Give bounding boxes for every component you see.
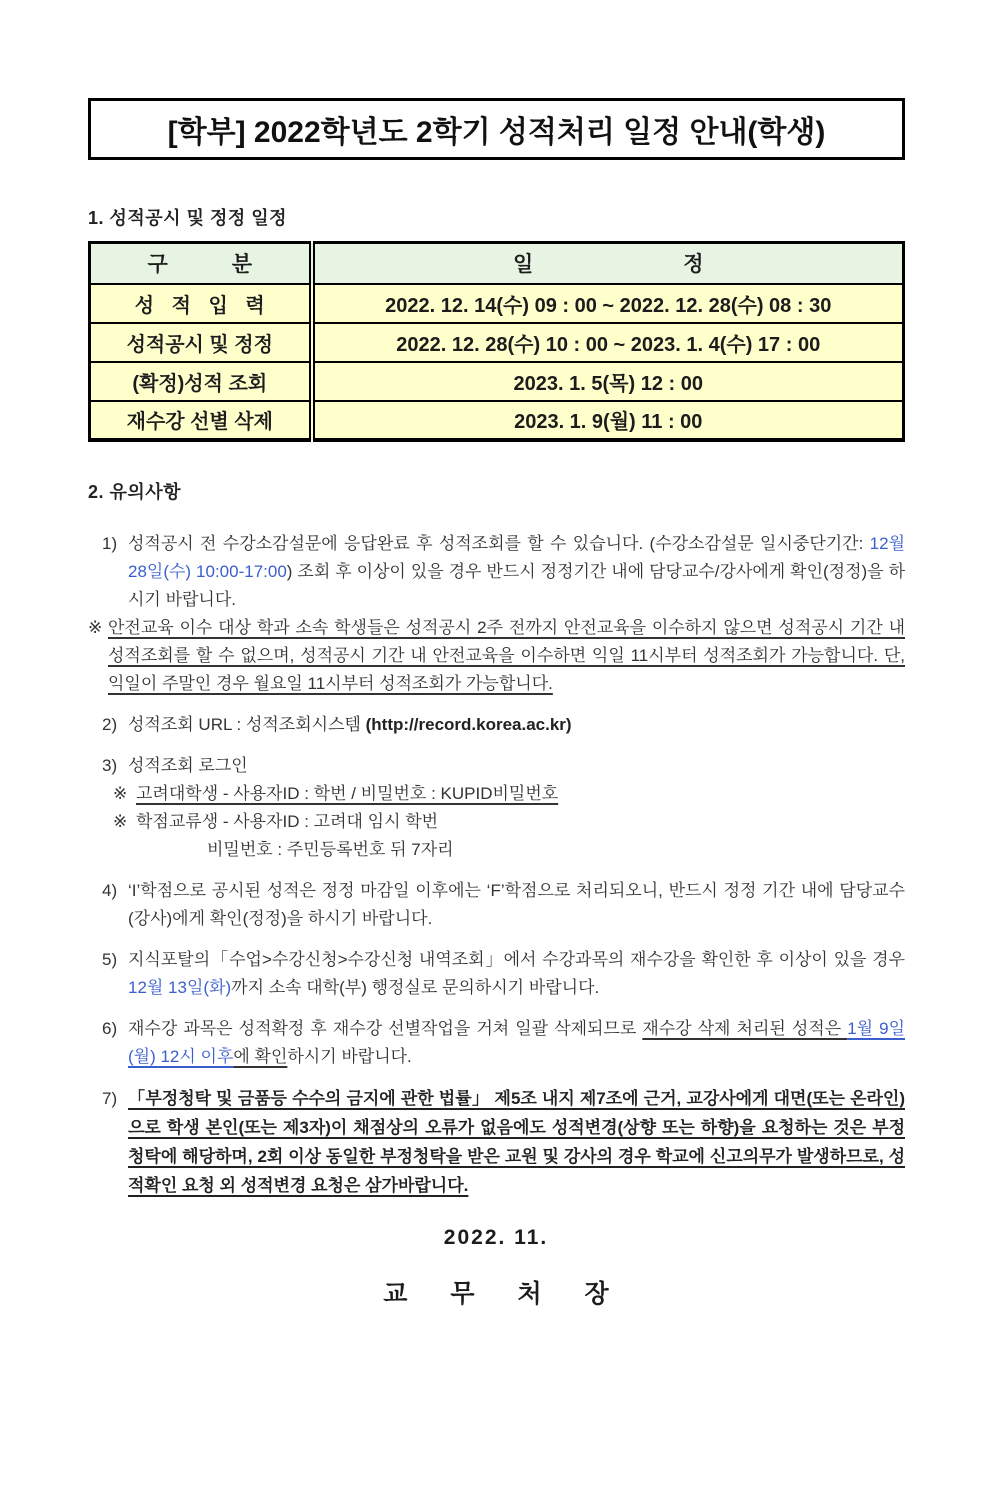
table-row bbox=[90, 323, 904, 362]
note-segment: 지식포탈의「수업>수강신청>수강신청 내역조회」에서 수강과목의 재수강을 확인한 후 이상이 있을 경우 bbox=[128, 949, 905, 969]
table-row bbox=[90, 284, 904, 323]
note-line bbox=[113, 780, 905, 808]
note-marker: ※ bbox=[113, 811, 128, 831]
note-marker: 4) bbox=[102, 880, 118, 900]
note-marker: 1) bbox=[102, 533, 118, 553]
note-marker: ※ bbox=[113, 783, 128, 803]
header-category-char-2: 분 bbox=[231, 253, 253, 277]
note-segment: ) 조회 후 이상이 있을 경우 반드시 정정기간 내에 담당교수/강사에게 확인(정정)을 하시기 바랍니다. bbox=[128, 561, 905, 609]
note-segment: 학점교류생 - 사용자ID : 고려대 임시 학번 bbox=[136, 811, 439, 831]
note-marker: 5) bbox=[102, 949, 118, 969]
note-body bbox=[108, 614, 905, 698]
note-marker: ※ bbox=[88, 617, 103, 637]
note-body bbox=[128, 877, 905, 933]
note-group bbox=[102, 1015, 905, 1071]
note-group bbox=[102, 711, 905, 739]
note-group bbox=[102, 1084, 905, 1200]
note-group bbox=[102, 946, 905, 1002]
note-marker: 6) bbox=[102, 1018, 118, 1038]
note-segment: 1월 9일(월) 12시 이후 bbox=[128, 1018, 905, 1066]
note-marker: 7) bbox=[102, 1088, 118, 1108]
document-title: [학부] 2022학년도 2학기 성적처리 일정 안내(학생) bbox=[167, 116, 826, 149]
note-segment: 고려대학생 - 사용자ID : 학번 / 비밀번호 : KUPID비밀번호 bbox=[136, 783, 559, 803]
document-page bbox=[0, 98, 992, 1501]
note-segment: 비밀번호 : 주민등록번호 뒤 7자리 bbox=[207, 839, 454, 859]
note-segment: 하시기 바랍니다. bbox=[287, 1046, 412, 1066]
row-label-grade-posting: 성적공시 및 정정 bbox=[90, 323, 312, 362]
note-segment: 「부정청탁 및 금품등 수수의 금지에 관한 법률」 제5조 내지 제7조에 근거, 교강사에게 대면(또는 온라인)으로 학생 본인(또는 제3자)이 채점상의 오류가 없음에도 성적변경(상향 또는 하향)을 요청하는 것은 부정청탁에 해당하며, 2회 이상 동일한 부정청탁을 받은 교원 및 강사의 경우 학교에 신고의무가 발생하므로, 성적확인 요청 외 성적변경 요청은 삼가바랍니다. bbox=[128, 1088, 905, 1195]
table-row bbox=[90, 401, 904, 440]
note-segment: 재수강 과목은 성적확정 후 재수강 선별작업을 거쳐 일괄 삭제되므로 bbox=[128, 1018, 643, 1038]
note-line bbox=[102, 530, 905, 614]
note-segment: 까지 소속 대학(부) 행정실로 문의하시기 바랍니다. bbox=[231, 977, 600, 997]
note-segment: 에 확인 bbox=[233, 1046, 288, 1066]
note-marker: 3) bbox=[102, 755, 118, 775]
row-value-grade-posting: 2022. 12. 28(수) 10 : 00 ~ 2023. 1. 4(수) 17 : 00 bbox=[312, 323, 904, 362]
note-line bbox=[102, 877, 905, 933]
schedule-header-row bbox=[90, 243, 904, 284]
note-body bbox=[128, 946, 905, 1002]
document-title-box bbox=[88, 98, 905, 160]
row-value-grade-entry: 2022. 12. 14(수) 09 : 00 ~ 2022. 12. 28(수) 08 : 30 bbox=[312, 284, 904, 323]
note-body bbox=[128, 1084, 905, 1200]
notes-list bbox=[88, 530, 905, 1200]
note-segment: 성적공시 전 수강소감설문에 응답완료 후 성적조회를 할 수 있습니다. (수강소감설문 일시중단기간: bbox=[128, 533, 870, 553]
note-body bbox=[128, 711, 905, 739]
note-body bbox=[136, 780, 905, 808]
note-line bbox=[102, 1084, 905, 1200]
note-segment: 성적조회 URL : 성적조회시스템 bbox=[128, 714, 366, 734]
note-line bbox=[113, 808, 905, 836]
table-row bbox=[90, 362, 904, 401]
note-line bbox=[102, 946, 905, 1002]
note-line bbox=[102, 836, 905, 864]
note-segment: 재수강 삭제 처리된 성적은 bbox=[642, 1018, 848, 1038]
note-group bbox=[102, 877, 905, 933]
note-segment: 12월 28일(수) 10:00-17:00 bbox=[128, 533, 905, 581]
footer-date: 2022. 11. bbox=[443, 1225, 549, 1249]
note-body bbox=[128, 752, 905, 780]
schedule-header-category bbox=[90, 243, 312, 284]
header-dates-char-2: 정 bbox=[683, 253, 704, 277]
note-marker: 2) bbox=[102, 714, 118, 734]
note-body bbox=[207, 836, 905, 864]
schedule-header-dates bbox=[312, 243, 904, 284]
note-line bbox=[102, 711, 905, 739]
schedule-section-heading: 1. 성적공시 및 정정 일정 bbox=[88, 208, 288, 228]
note-line bbox=[102, 1015, 905, 1071]
notes-section-heading: 2. 유의사항 bbox=[88, 481, 182, 502]
note-segment: ‘I’학점으로 공시된 성적은 정정 마감일 이후에는 ‘F’학점으로 처리되오니, 반드시 정정 기간 내에 담당교수(강사)에게 확인(정정)을 하시기 바랍니다. bbox=[128, 880, 905, 928]
note-body bbox=[136, 808, 905, 836]
row-value-final-grade-view: 2023. 1. 5(목) 12 : 00 bbox=[312, 362, 904, 401]
note-line bbox=[88, 614, 905, 698]
note-segment: (http://record.korea.ac.kr) bbox=[365, 714, 572, 734]
note-group bbox=[102, 752, 905, 864]
row-label-grade-entry: 성 적 입 력 bbox=[90, 284, 312, 323]
footer-signature: 교 무 처 장 bbox=[383, 1279, 627, 1308]
row-label-retake-deletion: 재수강 선별 삭제 bbox=[90, 401, 312, 440]
row-value-retake-deletion: 2023. 1. 9(월) 11 : 00 bbox=[312, 401, 904, 440]
header-category-char-1: 구 bbox=[147, 253, 168, 277]
note-body bbox=[128, 1015, 905, 1071]
note-group bbox=[88, 530, 905, 698]
schedule-table bbox=[88, 241, 905, 442]
header-dates-char-1: 일 bbox=[512, 253, 534, 277]
note-segment: 안전교육 이수 대상 학과 소속 학생들은 성적공시 2주 전까지 안전교육을 이수하지 않으면 성적공시 기간 내 성적조회를 할 수 없으며, 성적공시 기간 내 안전교육을 이수하면 익일 11시부터 성적조회가 가능합니다. 단, 익일이 주말인 경우 월요일 11시부터 성적조회가 가능합니다. bbox=[108, 617, 905, 693]
note-body bbox=[128, 530, 905, 614]
note-segment: 12월 13일(화) bbox=[128, 977, 232, 997]
note-line bbox=[102, 752, 905, 780]
row-label-final-grade-view: (확정)성적 조회 bbox=[90, 362, 312, 401]
note-segment: 성적조회 로그인 bbox=[128, 755, 248, 775]
